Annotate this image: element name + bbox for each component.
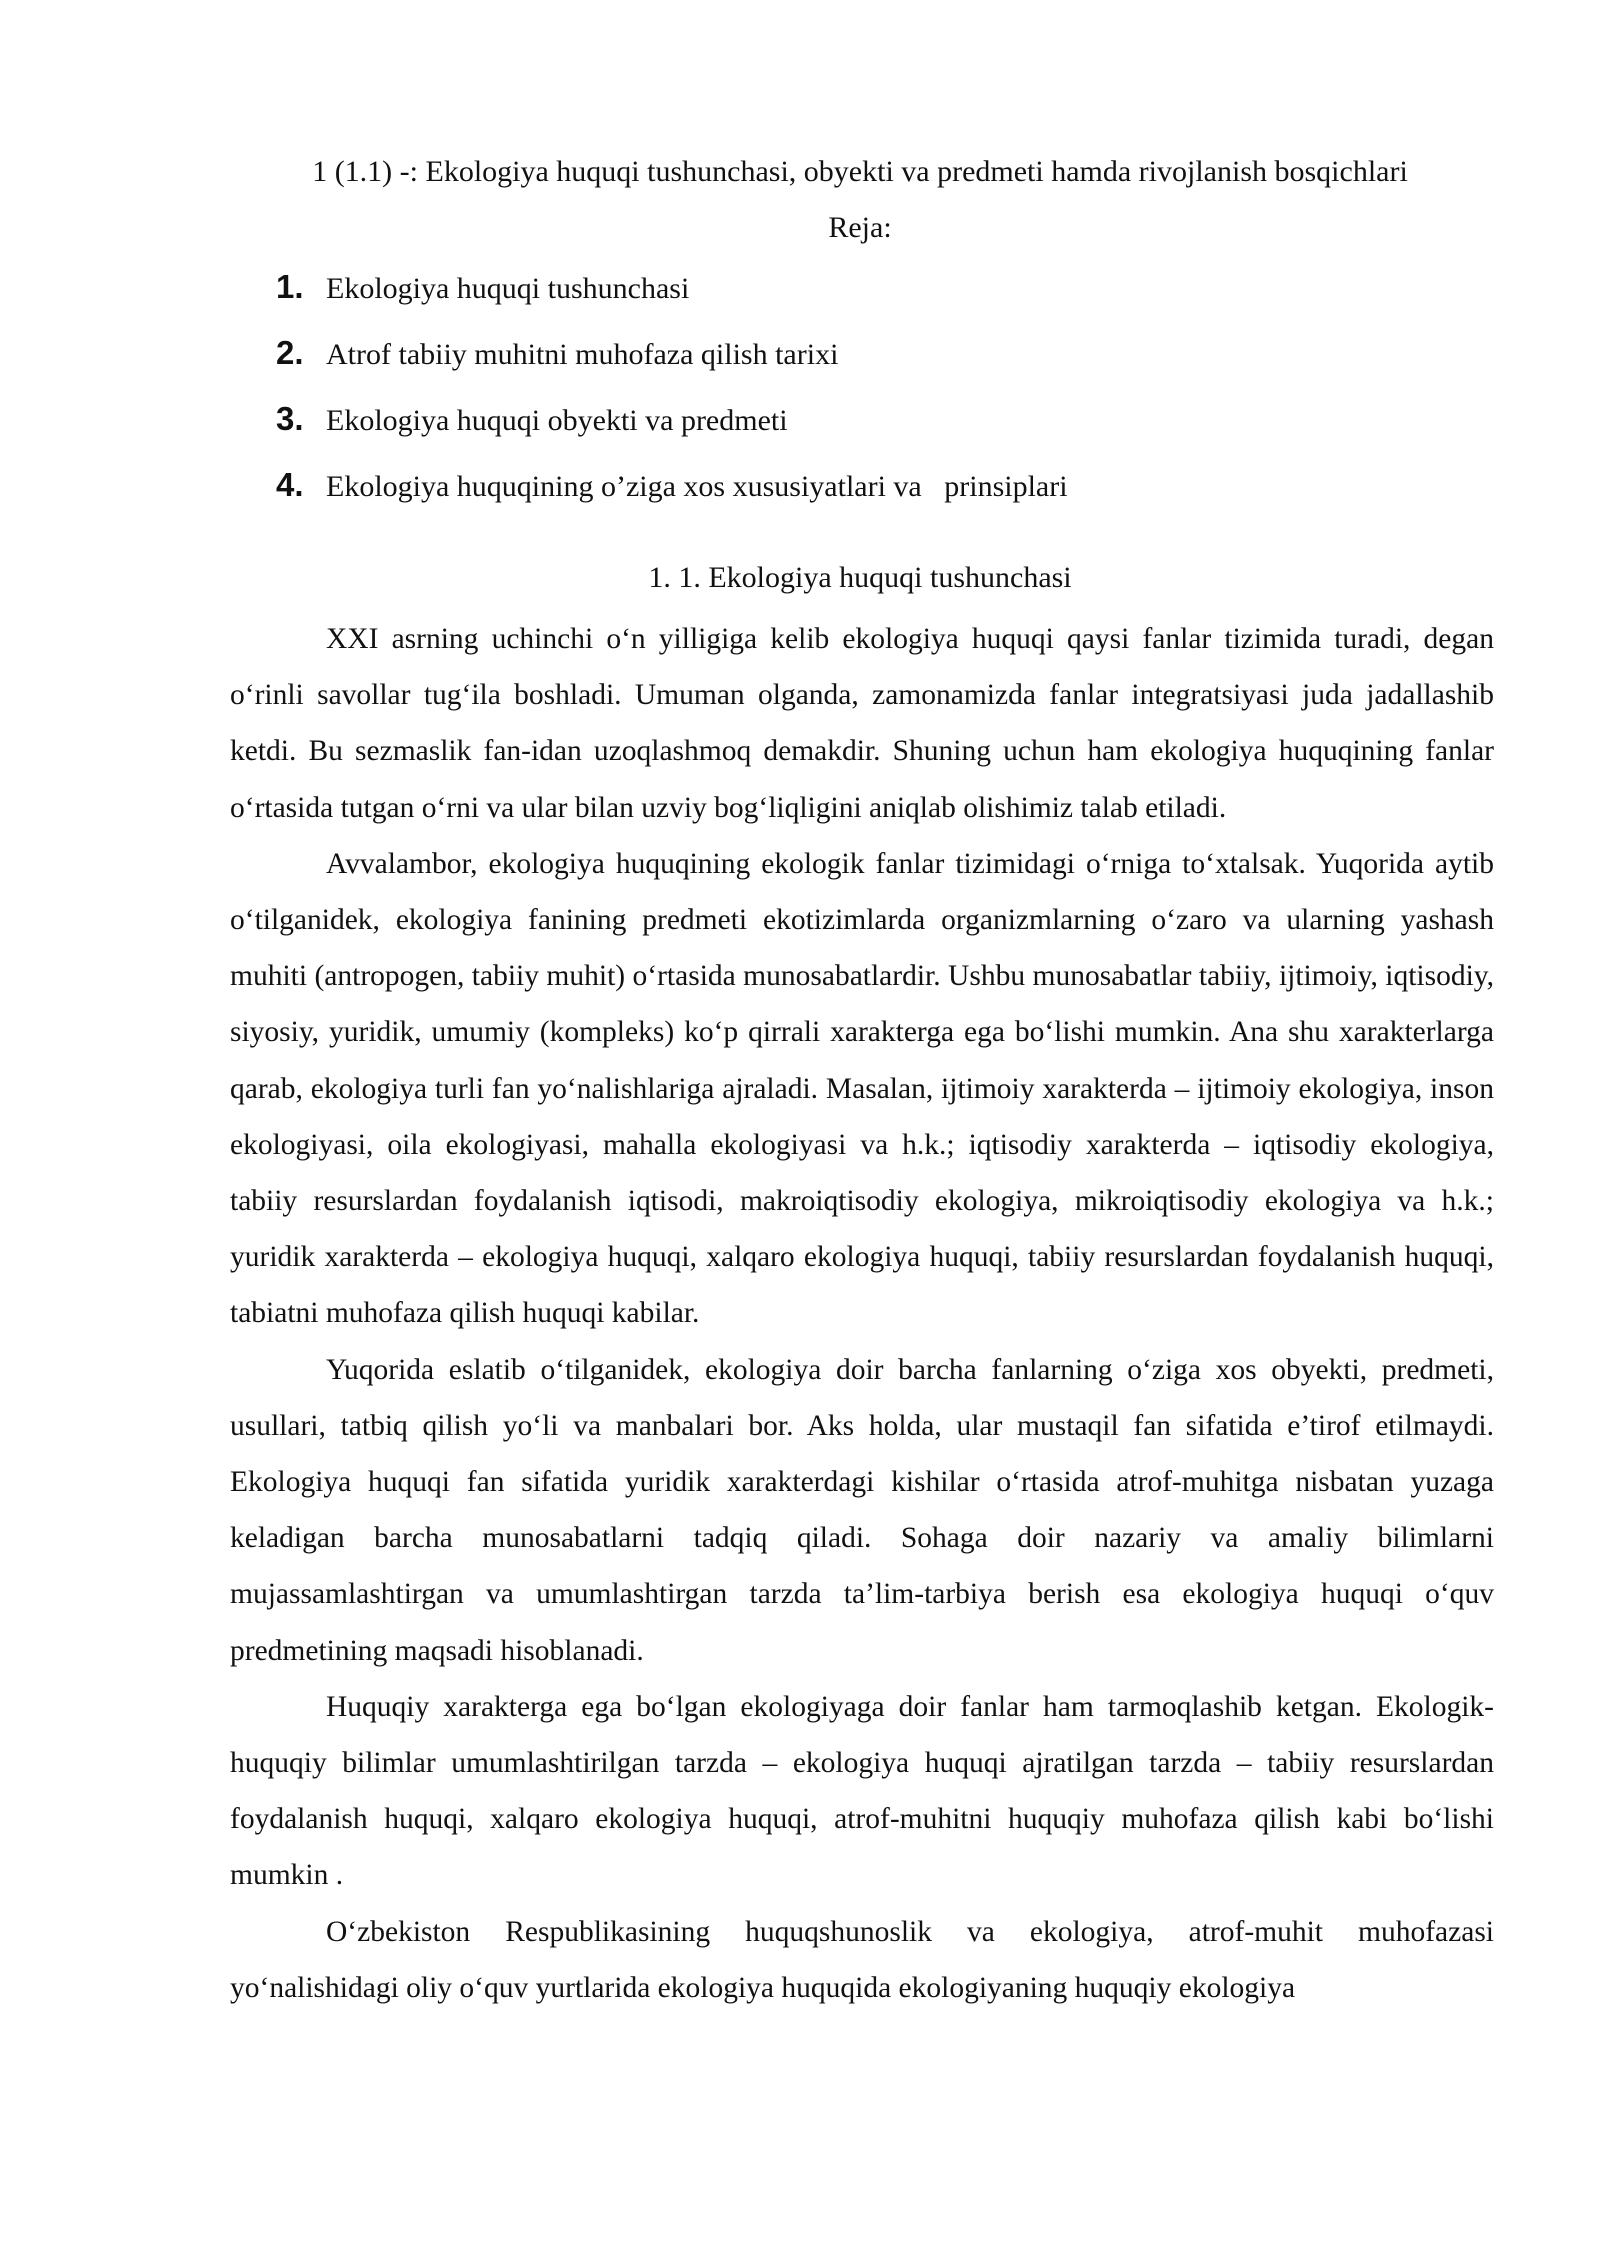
paragraph: XXI asrning uchinchi o‘n yilligiga kelib ekologiya huquqi qaysi fanlar tizimida turadi, degan o‘rinli savollar tug‘ila boshladi. Umuman olganda, zamonamizda fanlar integratsiyasi juda jadallashib ketdi. Bu sezmaslik fan-idan uzoqlashmoq demakdir. Shuning uchun ham ekologiya huquqining fanlar o‘rtasida tutgan o‘rni va ular bilan uzviy bog‘liqligini aniqlab olishimiz talab etiladi. [230, 623, 1494, 824]
plan-item-label: Atrof tabiiy muhitni muhofaza qilish tarixi [326, 338, 839, 371]
plan-label: Reja: [828, 211, 892, 244]
plan-item-number: 2. [276, 334, 304, 371]
section-heading: 1. 1. Ekologiya huquqi tushunchasi [648, 561, 1072, 594]
document-title: 1 (1.1) -: Ekologiya huquqi tushunchasi, obyekti va predmeti hamda rivojlanish bosqichlari [312, 155, 1408, 188]
plan-item-label: Ekologiya huquqi obyekti va predmeti [326, 404, 788, 437]
plan-item-number: 3. [276, 400, 304, 437]
plan-list [276, 262, 1068, 526]
paragraph: Avvalambor, ekologiya huquqining ekologik fanlar tizimidagi o‘rniga to‘xtalsak. Yuqorida aytib o‘tilganidek, ekologiya fanining predmeti ekotizimlarda organizmlarning o‘zaro va ularning yashash muhiti (antropogen, tabiiy muhit) o‘rtasida munosabatlardir. Ushbu munosabatlar tabiiy, ijtimoiy, iqtisodiy, siyosiy, yuridik, umumiy (kompleks) ko‘p qirrali xarakterga ega bo‘lishi mumkin. Ana shu xarakterlarga qarab, ekologiya turli fan yo‘nalishlariga ajraladi. Masalan, ijtimoiy xarakterda – ijtimoiy ekologiya, inson ekologiyasi, oila ekologiyasi, mahalla ekologiyasi va h.k.; iqtisodiy xarakterda – iqtisodiy ekologiya, tabiiy resurslardan foydalanish iqtisodi, makroiqtisodiy ekologiya, mikroiqtisodiy ekologiya va h.k.; yuridik xarakterda – ekologiya huquqi, xalqaro ekologiya huquqi, tabiiy resurslardan foydalanish huquqi, tabiatni muhofaza qilish huquqi kabilar. [230, 847, 1494, 1330]
plan-item [276, 328, 1068, 394]
paragraph: Yuqorida eslatib o‘tilganidek, ekologiya doir barcha fanlarning o‘ziga xos obyekti, predmeti, usullari, tatbiq qilish yo‘li va manbalari bor. Aks holda, ular mustaqil fan sifatida e’tirof etilmaydi. Ekologiya huquqi fan sifatida yuridik xarakterdagi kishilar o‘rtasida atrof-muhitga nisbatan yuzaga keladigan barcha munosabatlarni tadqiq qiladi. Sohaga doir nazariy va amaliy bilimlarni mujassamlashtirgan va umumlashtirgan tarzda ta’lim-tarbiya berish esa ekologiya huquqi o‘quv predmetining maqsadi hisoblanadi. [230, 1353, 1494, 1667]
paragraph: Huquqiy xarakterga ega bo‘lgan ekologiyaga doir fanlar ham tarmoqlashib ketgan. Ekologik-huquqiy bilimlar umumlashtirilgan tarzda – ekologiya huquqi ajratilgan tarzda – tabiiy resurslardan foydalanish huquqi, xalqaro ekologiya huquqi, atrof-muhitni huquqiy muhofaza qilish kabi bo‘lishi mumkin . [230, 1690, 1494, 1892]
paragraph: O‘zbekiston Respublikasining huquqshunoslik va ekologiya, atrof-muhit muhofazasi yo‘nalishidagi oliy o‘quv yurtlarida ekologiya huquqida ekologiyaning huquqiy ekologiya [230, 1915, 1494, 2004]
plan-item [276, 262, 1068, 328]
plan-item [276, 394, 1068, 460]
plan-item-label: Ekologiya huquqi tushunchasi [326, 272, 690, 305]
plan-item-number: 4. [276, 466, 304, 503]
plan-item-number: 1. [276, 268, 304, 305]
plan-item [276, 460, 1068, 526]
plan-item-label: Ekologiya huquqining o’ziga xos xususiyatlari va prinsiplari [326, 470, 1068, 503]
body-text [230, 611, 1494, 2016]
